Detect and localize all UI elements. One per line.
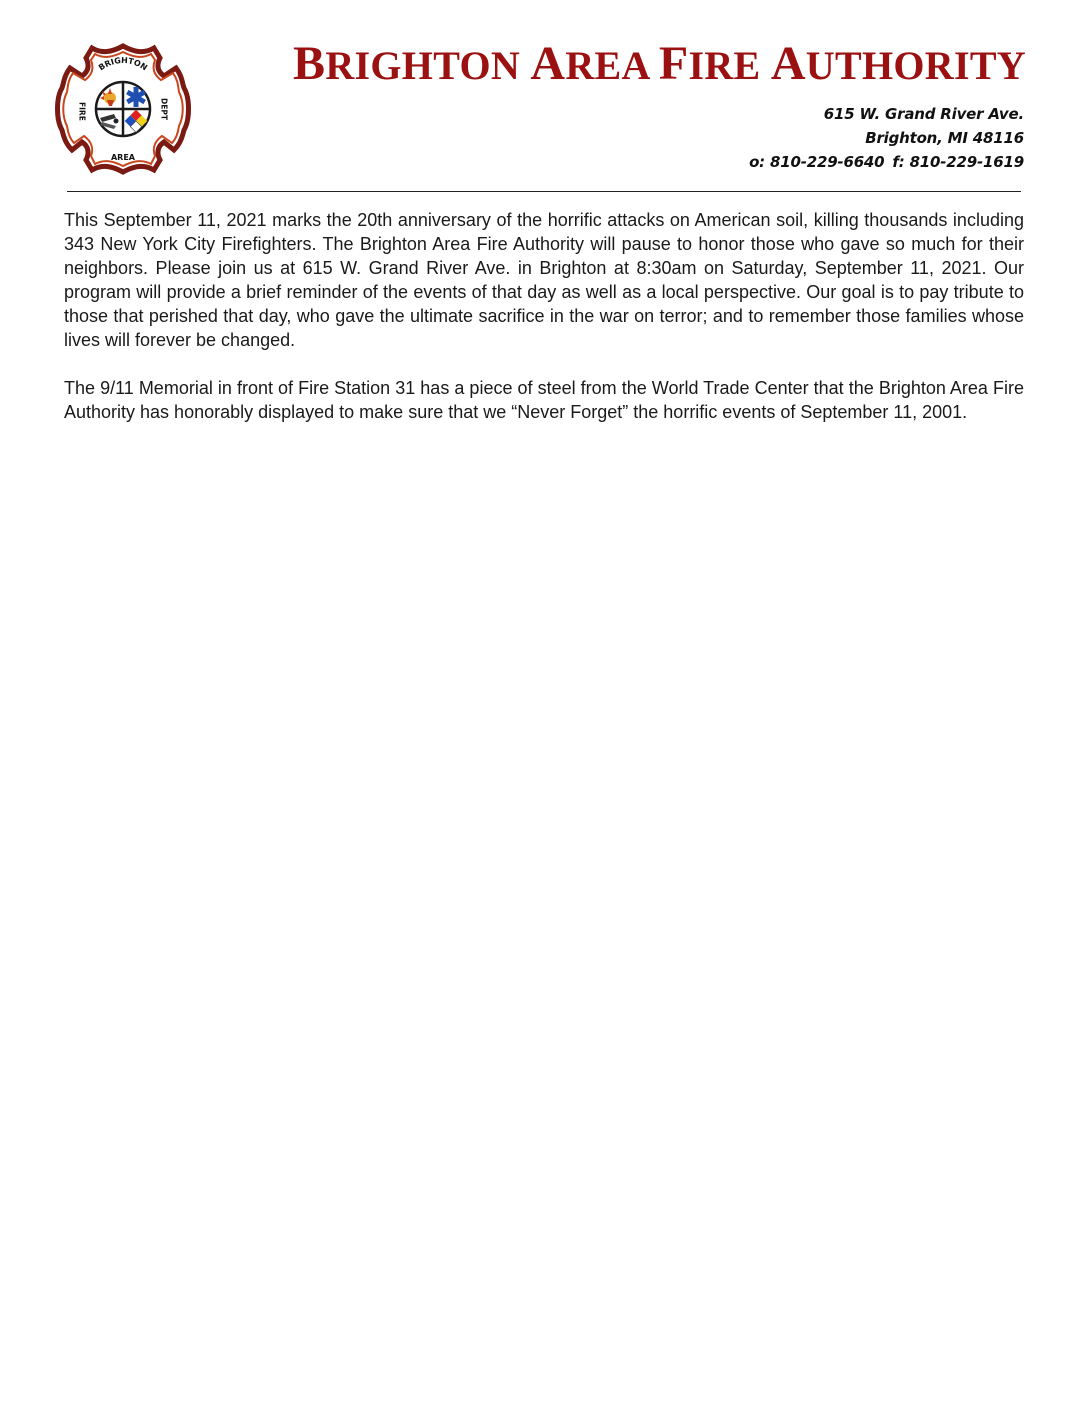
org-title-word: BRIGHTON [293,37,521,90]
fire-department-logo [52,42,194,176]
body-paragraph-2: The 9/11 Memorial in front of Fire Station 31 has a piece of steel from the World Trade Center that the Brighton Area Fire Authority has honorably displayed to make sure that we “Never Forget” the horrific events of September 11, 2001. [64,378,1024,422]
address-city: Brighton, MI 48116 [865,129,1024,147]
header-divider [67,191,1021,192]
office-phone: o: 810-229-6640 [749,153,885,171]
org-title [293,36,1026,91]
body-paragraph-1: This September 11, 2021 marks the 20th anniversary of the horrific attacks on American soil, killing thousands including 343 New York City Firefighters. The Brighton Area Fire Authority will pause to honor those who gave so much for their neighbors. Please join us at 615 W. Grand River Ave. in Brighton at 8:30am on Saturday, September 11, 2021. Our program will provide a brief reminder of the events of that day as well as a local perspective. Our goal is to pay tribute to those that perished that day, who gave the ultimate sacrifice in the war on terror; and to remember those families whose lives will forever be changed. [64,210,1024,350]
fax-phone: f: 810-229-1619 [892,153,1024,171]
address-block [749,102,1024,174]
org-title-word: AREA [530,37,649,90]
address-street: 615 W. Grand River Ave. [823,105,1024,123]
logo-left-text: FIRE [77,102,87,121]
org-title-word: FIRE [658,37,761,90]
logo-right-text: DEPT [159,98,169,120]
logo-top-text: BRIGHTON [97,55,149,73]
letter-body [64,208,1024,448]
logo-bottom-text: AREA [110,153,136,162]
contact-phones [749,150,1024,174]
org-title-word: AUTHORITY [770,37,1026,90]
